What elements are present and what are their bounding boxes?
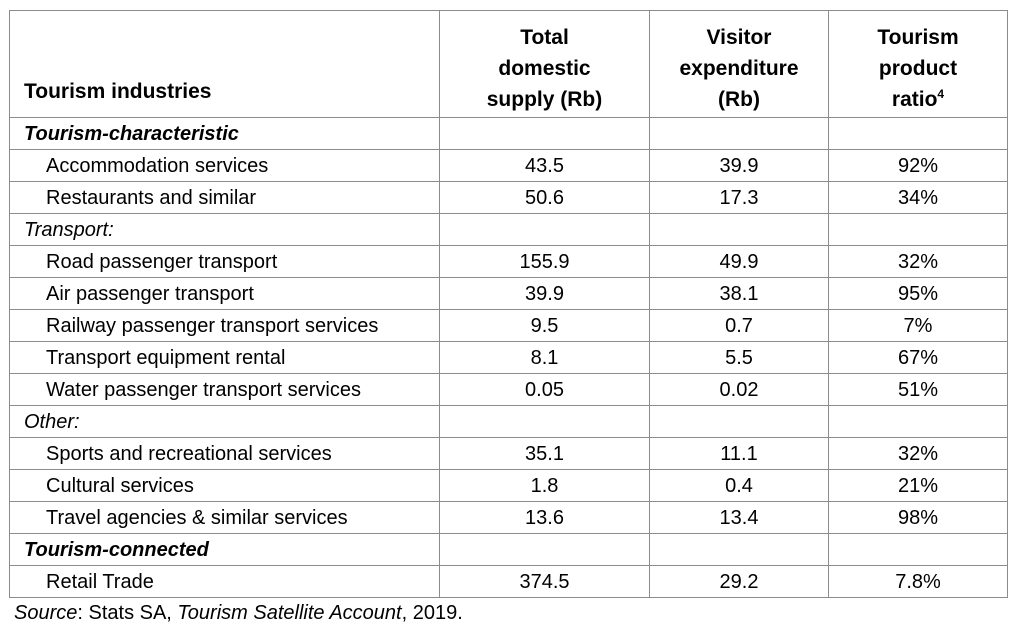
supply-value: 39.9 [440,278,650,310]
tourism-table [9,10,1008,598]
expenditure-value: 0.7 [650,310,829,342]
empty-cell [829,406,1008,438]
table-row [10,502,1008,534]
supply-value: 374.5 [440,566,650,598]
ratio-value: 7.8% [829,566,1008,598]
empty-cell [829,214,1008,246]
source-publisher: : Stats SA, [77,602,178,624]
supply-value: 13.6 [440,502,650,534]
supply-value: 43.5 [440,150,650,182]
table-row [10,182,1008,214]
empty-cell [440,534,650,566]
header-expenditure-line: (Rb) [718,88,760,111]
header-ratio-line: product [878,57,958,80]
ratio-value: 7% [829,310,1008,342]
header-ratio-line: Tourism [877,26,959,49]
ratio-value: 67% [829,342,1008,374]
expenditure-value: 29.2 [650,566,829,598]
header-tourism-product-ratio [829,11,1008,118]
expenditure-value: 17.3 [650,182,829,214]
empty-cell [440,118,650,150]
table-header-row [10,11,1008,118]
supply-value: 155.9 [440,246,650,278]
industry-name: Cultural services [10,470,440,502]
expenditure-value: 39.9 [650,150,829,182]
footnote-marker: 4 [937,87,945,101]
industry-name: Transport equipment rental [10,342,440,374]
industry-name: Railway passenger transport services [10,310,440,342]
empty-cell [650,118,829,150]
empty-cell [440,214,650,246]
empty-cell [650,406,829,438]
industry-name: Road passenger transport [10,246,440,278]
section-row [10,214,1008,246]
section-title: Tourism-connected [10,534,440,566]
header-supply-line: Total [520,26,569,49]
header-total-domestic-supply [440,11,650,118]
ratio-value: 32% [829,438,1008,470]
industry-name: Accommodation services [10,150,440,182]
industry-name: Restaurants and similar [10,182,440,214]
section-row [10,118,1008,150]
header-ratio-text: ratio [891,88,938,111]
section-title: Tourism-characteristic [10,118,440,150]
supply-value: 50.6 [440,182,650,214]
source-title: Tourism Satellite Account [177,602,402,624]
ratio-value: 51% [829,374,1008,406]
ratio-value: 95% [829,278,1008,310]
supply-value: 9.5 [440,310,650,342]
header-supply-line: domestic [498,57,591,80]
table-row [10,278,1008,310]
table-row [10,374,1008,406]
empty-cell [650,534,829,566]
header-ratio-line [837,84,999,115]
table-row [10,438,1008,470]
expenditure-value: 5.5 [650,342,829,374]
source-label: Source [14,602,78,624]
industry-name: Travel agencies & similar services [10,502,440,534]
industry-name: Retail Trade [10,566,440,598]
expenditure-value: 0.4 [650,470,829,502]
table-row [10,150,1008,182]
empty-cell [650,214,829,246]
empty-cell [829,534,1008,566]
expenditure-value: 49.9 [650,246,829,278]
section-title: Other: [10,406,440,438]
section-title: Transport: [10,214,440,246]
ratio-value: 92% [829,150,1008,182]
header-expenditure-line: Visitor [706,26,772,49]
header-visitor-expenditure [650,11,829,118]
table-row [10,470,1008,502]
table-body [10,118,1008,598]
supply-value: 8.1 [440,342,650,374]
empty-cell [440,406,650,438]
supply-value: 35.1 [440,438,650,470]
source-note [14,601,463,625]
expenditure-value: 38.1 [650,278,829,310]
empty-cell [829,118,1008,150]
ratio-value: 34% [829,182,1008,214]
table-row [10,342,1008,374]
ratio-value: 98% [829,502,1008,534]
industry-name: Air passenger transport [10,278,440,310]
table-row [10,246,1008,278]
header-expenditure-line: expenditure [679,57,799,80]
table-row [10,566,1008,598]
header-tourism-industries: Tourism industries [10,11,440,118]
ratio-value: 21% [829,470,1008,502]
industry-name: Water passenger transport services [10,374,440,406]
expenditure-value: 13.4 [650,502,829,534]
supply-value: 0.05 [440,374,650,406]
expenditure-value: 11.1 [650,438,829,470]
ratio-value: 32% [829,246,1008,278]
header-supply-line: supply (Rb) [486,88,603,111]
supply-value: 1.8 [440,470,650,502]
section-row [10,406,1008,438]
section-row [10,534,1008,566]
tourism-table-container [9,10,1008,598]
expenditure-value: 0.02 [650,374,829,406]
source-year: , 2019. [401,602,463,624]
table-row [10,310,1008,342]
industry-name: Sports and recreational services [10,438,440,470]
